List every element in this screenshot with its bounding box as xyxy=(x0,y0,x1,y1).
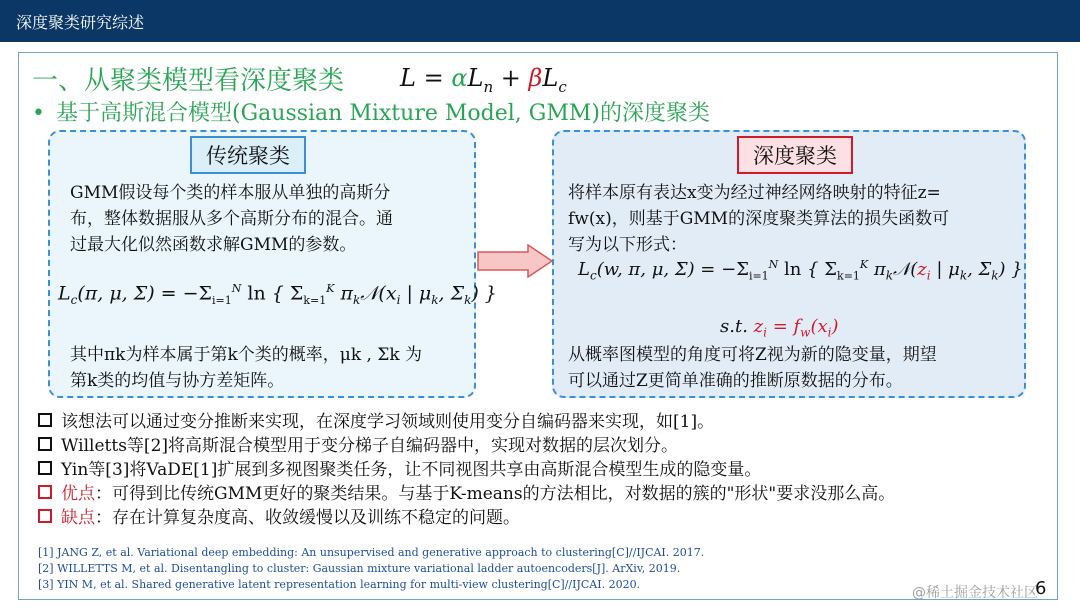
left-formula: $L_c(\pi$, μ, $\Sigma) = -\Sigma_{i=1}^N$ ln { $\Sigma_{k=1}^K$ $\pi_k𝒩(x_i$ | $\mu_k$, $\Sigma_k$) } xyxy=(58,282,497,308)
right-para-line: 将样本原有表达x变为经过神经网络映射的特征z= xyxy=(568,183,941,203)
bullet-dot-icon: • xyxy=(32,101,45,126)
references xyxy=(38,545,704,593)
watermark: @稀土掘金技术社区 xyxy=(912,585,1038,601)
list-item-text: Willetts等[2]将高斯混合模型用于变分梯子自编码器中，实现对数据的层次划分。 xyxy=(61,436,679,456)
list-item xyxy=(38,458,895,482)
square-bullet-icon xyxy=(38,461,52,475)
left-para-line: 过最大化似然函数求解GMM的参数。 xyxy=(70,235,357,255)
right-arrow-icon xyxy=(476,244,554,278)
list-item xyxy=(38,482,895,506)
right-para-line: fw(x)，则基于GMM的深度聚类算法的损失函数可 xyxy=(568,209,950,229)
traditional-clustering-tag: 传统聚类 xyxy=(190,136,306,174)
deep-clustering-tag: 深度聚类 xyxy=(737,136,853,174)
header-bar xyxy=(0,0,1080,42)
constraint-formula: s.t. $z_i = f_w(x_i)$ xyxy=(720,316,839,340)
list-item-text: ：可得到比传统GMM更好的聚类结果。与基于K-means的方法相比，对数据的簇的"形状"要求没那么高。 xyxy=(95,484,896,504)
left-note-line: 第k类的均值与协方差矩阵。 xyxy=(70,371,285,391)
cons-label: 缺点 xyxy=(61,508,95,528)
list-item-text: ：存在计算复杂度高、收敛缓慢以及训练不稳定的问题。 xyxy=(95,508,520,528)
left-para-line: GMM假设每个类的样本服从单独的高斯分 xyxy=(70,183,391,203)
list-item xyxy=(38,506,895,530)
left-paragraph xyxy=(70,180,470,258)
reference-item: [2] WILLETTS M, et al. Disentangling to cluster: Gaussian mixture variational ladder autoencoders[J]. ArXiv, 2019. xyxy=(38,562,681,575)
pros-label: 优点 xyxy=(61,484,95,504)
square-bullet-icon xyxy=(38,413,52,427)
list-item xyxy=(38,410,895,434)
left-note xyxy=(70,342,470,394)
right-note-line: 从概率图模型的角度可将Z视为新的隐变量，期望 xyxy=(568,345,937,365)
header-title: 深度聚类研究综述 xyxy=(16,13,145,32)
loss-equation: $L = \alpha L_n + \beta L_c$ xyxy=(400,64,567,96)
left-para-line: 布，整体数据服从多个高斯分布的混合。通 xyxy=(70,209,393,229)
left-note-line: 其中πk为样本属于第k个类的概率，μk , Σk 为 xyxy=(70,345,423,365)
right-note-line: 可以通过Z更简单准确的推断原数据的分布。 xyxy=(568,371,903,391)
section-heading: 一、从聚类模型看深度聚类 xyxy=(32,66,345,96)
right-note xyxy=(568,342,1018,394)
list-item-text: 该想法可以通过变分推断来实现，在深度学习领域则使用变分自编码器来实现，如[1]。 xyxy=(61,412,715,432)
square-bullet-icon xyxy=(38,509,52,523)
right-paragraph xyxy=(568,180,1018,258)
right-para-line: 写为以下形式： xyxy=(568,235,687,255)
reference-item: [3] YIN M, et al. Shared generative latent representation learning for multi-view clustering[C]//IJCAI. 2020. xyxy=(38,578,641,591)
bullet-list xyxy=(38,410,895,530)
right-formula: $L_c(w$, π, μ, $\Sigma) = -\Sigma_{i=1}^N$ ln { $\Sigma_{k=1}^K$ $\pi_k𝒩(z_i$ | $\mu_k$, $\Sigma_k$) } xyxy=(578,258,1023,283)
page-number: 6 xyxy=(1035,578,1047,599)
square-bullet-icon xyxy=(38,437,52,451)
subtitle xyxy=(32,96,710,127)
list-item-text: Yin等[3]将VaDE[1]扩展到多视图聚类任务，让不同视图共享由高斯混合模型生成的隐变量。 xyxy=(61,460,762,480)
subtitle-text: 基于高斯混合模型(Gaussian Mixture Model, GMM)的深度聚类 xyxy=(56,101,710,126)
reference-item: [1] JANG Z, et al. Variational deep embedding: An unsupervised and generative approach to clustering[C]//IJCAI. 2017. xyxy=(38,546,705,559)
list-item xyxy=(38,434,895,458)
square-bullet-icon xyxy=(38,485,52,499)
